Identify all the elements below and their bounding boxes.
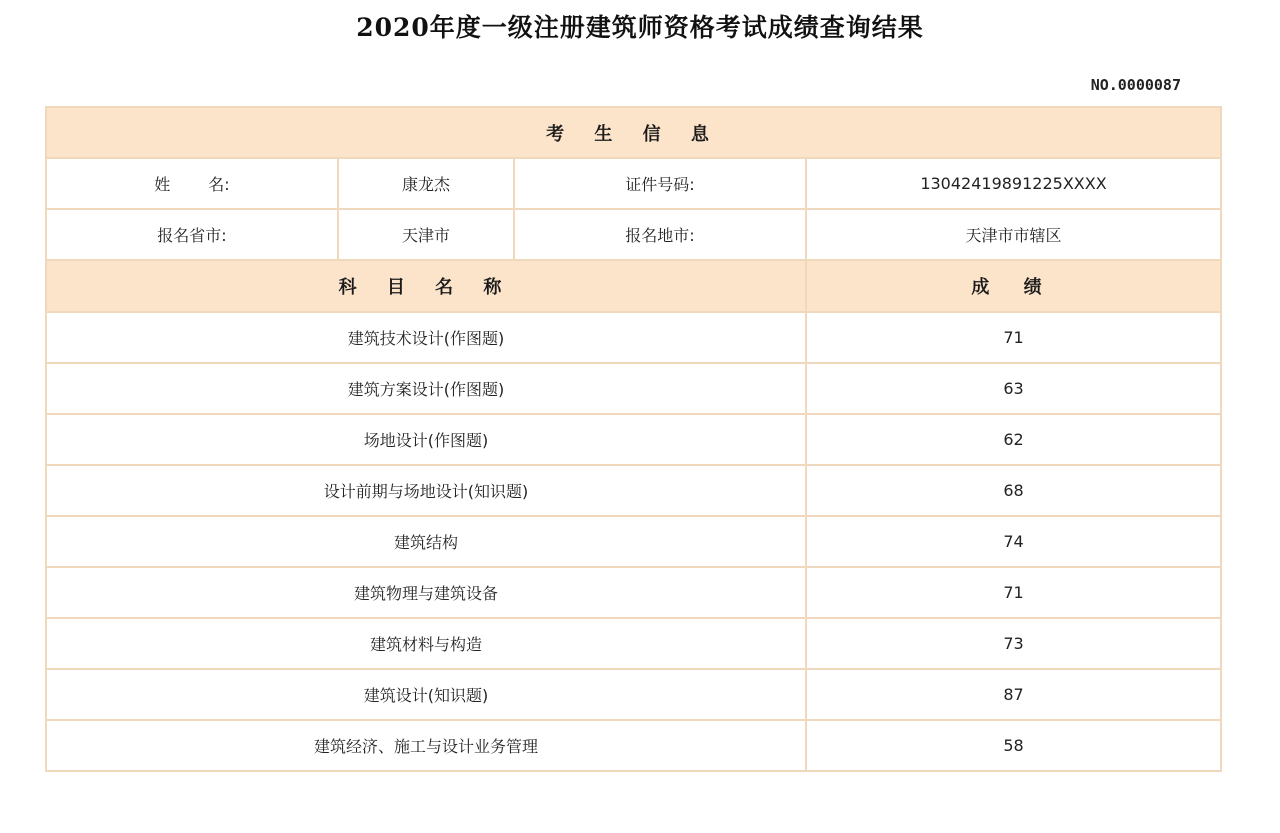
- subject-name: 场地设计(作图题): [46, 414, 806, 465]
- subject-name: 建筑结构: [46, 516, 806, 567]
- city-label: 报名地市:: [514, 209, 806, 260]
- subject-score: 71: [806, 567, 1221, 618]
- score-row: [46, 669, 1221, 720]
- subject-name: 建筑材料与构造: [46, 618, 806, 669]
- subject-score: 63: [806, 363, 1221, 414]
- certificate-number: NO.0000087: [1090, 76, 1181, 94]
- score-header: 成 绩: [806, 260, 1221, 312]
- candidate-info-header-row: [46, 107, 1221, 158]
- subject-score: 87: [806, 669, 1221, 720]
- candidate-region-row: [46, 209, 1221, 260]
- subject-name: 建筑技术设计(作图题): [46, 312, 806, 363]
- subject-name: 建筑方案设计(作图题): [46, 363, 806, 414]
- score-row: [46, 465, 1221, 516]
- page-title: 2020年度一级注册建筑师资格考试成绩查询结果: [356, 13, 924, 42]
- subject-name: 建筑设计(知识题): [46, 669, 806, 720]
- score-result-table: [45, 106, 1222, 772]
- subject-header: 科 目 名 称: [46, 260, 806, 312]
- subject-score: 58: [806, 720, 1221, 771]
- score-row: [46, 720, 1221, 771]
- candidate-info-header: 考 生 信 息: [46, 107, 1221, 158]
- subject-score: 73: [806, 618, 1221, 669]
- score-row: [46, 414, 1221, 465]
- name-label: [46, 158, 338, 209]
- subject-score: 62: [806, 414, 1221, 465]
- subject-name: 建筑经济、施工与设计业务管理: [46, 720, 806, 771]
- score-row: [46, 312, 1221, 363]
- score-row: [46, 363, 1221, 414]
- name-value: 康龙杰: [338, 158, 514, 209]
- subject-score: 71: [806, 312, 1221, 363]
- province-value: 天津市: [338, 209, 514, 260]
- score-row: [46, 618, 1221, 669]
- candidate-name-row: [46, 158, 1221, 209]
- subject-name: 设计前期与场地设计(知识题): [46, 465, 806, 516]
- score-row: [46, 567, 1221, 618]
- subject-name: 建筑物理与建筑设备: [46, 567, 806, 618]
- name-label-part2: 名:: [208, 175, 230, 194]
- id-value: 13042419891225XXXX: [806, 158, 1221, 209]
- province-label: 报名省市:: [46, 209, 338, 260]
- city-value: 天津市市辖区: [806, 209, 1221, 260]
- score-row: [46, 516, 1221, 567]
- subject-score: 68: [806, 465, 1221, 516]
- score-header-row: [46, 260, 1221, 312]
- name-label-part1: 姓: [154, 175, 171, 194]
- subject-score: 74: [806, 516, 1221, 567]
- id-label: 证件号码:: [514, 158, 806, 209]
